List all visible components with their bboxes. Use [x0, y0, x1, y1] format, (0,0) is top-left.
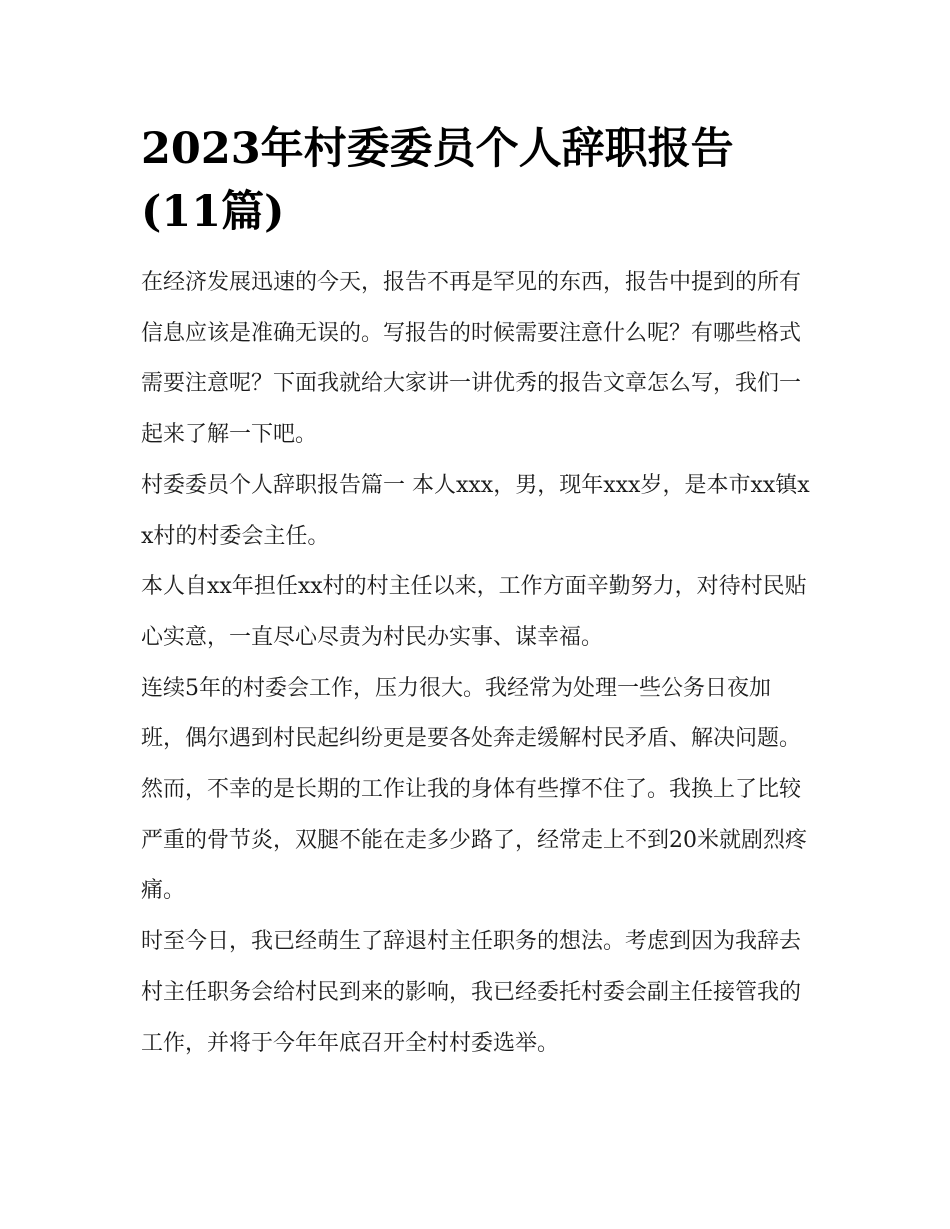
- title-line-1: 2023年村委委员个人辞职报告: [141, 124, 734, 174]
- document-body: [141, 258, 811, 1069]
- paragraph-intro: 在经济发展迅速的今天，报告不再是罕见的东西，报告中提到的所有信息应该是准确无误的。写报告的时候需要注意什么呢？有哪些格式需要注意呢？下面我就给大家讲一讲优秀的报告文章怎么写，我们一起来了解一下吧。: [141, 270, 802, 448]
- title-line-2: (11篇): [141, 187, 285, 237]
- paragraph-4: 时至今日，我已经萌生了辞退村主任职务的想法。考虑到因为我辞去村主任职务会给村民到来的影响，我已经委托村委会副主任接管我的工作，并将于今年年底召开全村村委选举。: [141, 929, 802, 1056]
- document-content: [141, 118, 811, 1069]
- document-title: [141, 118, 811, 244]
- paragraph-2: 本人自xx年担任xx村的村主任以来，工作方面辛勤努力，对待村民贴心实意，一直尽心尽责为村民办实事、谋幸福。: [141, 574, 807, 650]
- paragraph-1: 村委委员个人辞职报告篇一 本人xxx，男，现年xxx岁，是本市xx镇xx村的村委会主任。: [141, 472, 810, 549]
- paragraph-3: 连续5年的村委会工作，压力很大。我经常为处理一些公务日夜加班，偶尔遇到村民起纠纷更是要各处奔走缓解村民矛盾、解决问题。然而，不幸的是长期的工作让我的身体有些撑不住了。我换上了比较严重的骨节炎，双腿不能在走多少路了，经常走上不到20米就剧烈疼痛。: [141, 675, 807, 904]
